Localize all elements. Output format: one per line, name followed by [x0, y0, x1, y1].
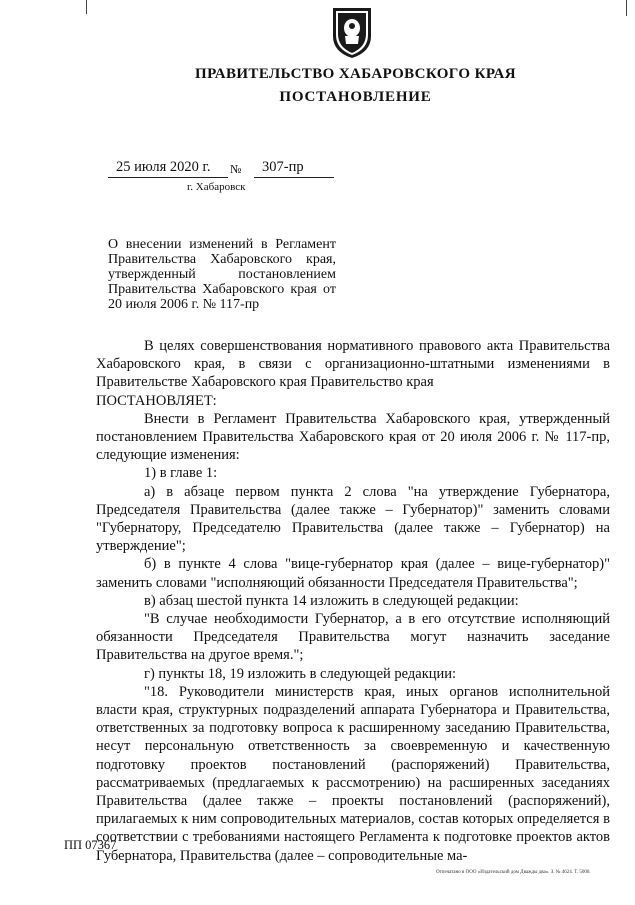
document-body [96, 337, 610, 865]
paragraph: В целях совершенствования нормативного правового акта Правительства Хабаровского края, в связи с организационно-штатными изменениями в Правительстве Хабаровского края Правительство края [96, 338, 610, 391]
date-underline [108, 177, 228, 178]
paragraph: г) пункты 18, 19 изложить в следующей редакции: [144, 665, 457, 682]
paragraph-decree: ПОСТАНОВЛЯЕТ: [96, 392, 217, 409]
paragraph: "18. Руководители министерств края, иных органов исполнительной власти края, структурных подразделений аппарата Губернатора и Правительства, ответственных за подготовку вопроса к расширенному заседанию Правительства, несут персональную ответственность за своевременную и качественную подготовку проектов постановлений (распоряжений) Правительства, рассматриваемых (предлагаемых к рассмотрению) на расширенных заседаниях Правительства (далее также – проекты постановлений (распоряжений), прилагаемых к ним сопроводительных материалов, состав которых определяется в соответствии с требованиями настоящего Регламента к подготовке проектов актов Губернатора, Правительства (далее – сопроводительные ма- [96, 683, 610, 864]
scan-mark [86, 0, 87, 14]
number-sign: № [230, 162, 242, 176]
document-type: ПОСТАНОВЛЕНИЕ [279, 89, 432, 105]
document-number: 307-пр [262, 159, 304, 175]
coat-of-arms-icon [330, 6, 374, 60]
document-date: 25 июля 2020 г. [116, 159, 211, 175]
government-title: ПРАВИТЕЛЬСТВО ХАБАРОВСКОГО КРАЯ [195, 66, 516, 82]
paragraph: б) в пункте 4 слова "вице-губернатор края (далее – вице-губернатор)" заменить словами "исполняющий обязанности Председателя Правительства"; [96, 556, 610, 591]
document-subject: О внесении изменений в Регламент Правительства Хабаровского края, утвержденный постановлением Правительства Хабаровского края от 20 июля 2006 г. № 117-пр [108, 237, 336, 312]
paragraph: а) в абзаце первом пункта 2 слова "на утверждение Губернатора, Председателя Правительства (далее также – Губернатор)" заменить словами "Губернатору, Председателю Правительства (далее также – Губернатор) на утверждение"; [96, 483, 610, 555]
city: г. Хабаровск [187, 181, 246, 193]
paragraph: в) абзац шестой пункта 14 изложить в следующей редакции: [144, 592, 519, 609]
number-underline [254, 177, 334, 178]
scan-mark [626, 0, 627, 16]
printer-imprint: Отпечатано в ООО «Издательский дом Дважды два». З. № 4624. Т. 5000. [436, 870, 591, 875]
paragraph: "В случае необходимости Губернатор, а в его отсутствие исполняющий обязанности Председателя Правительства могут назначить заседание Правительства на другое время."; [96, 611, 610, 664]
paragraph: Внести в Регламент Правительства Хабаровского края, утвержденный постановлением Правительства Хабаровского края от 20 июля 2006 г. № 117-пр, следующие изменения: [96, 410, 610, 464]
document-code: ПП 07367 [64, 838, 117, 852]
date-number-row [108, 158, 338, 180]
paragraph: 1) в главе 1: [144, 465, 218, 482]
